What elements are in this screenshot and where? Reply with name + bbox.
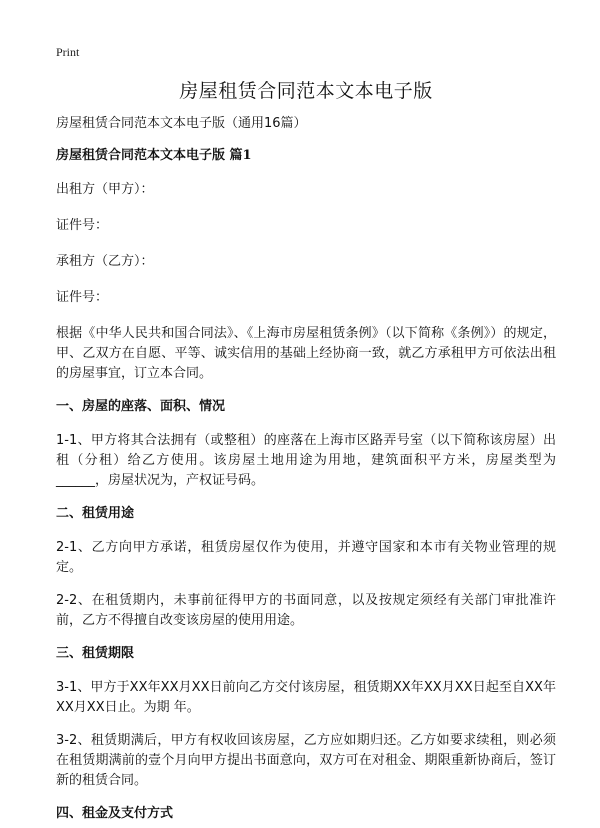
clause-paragraph: 1-1、甲方将其合法拥有（或整租）的座落在上海市区路弄号室（以下简称该房屋）出租（分租）给乙方使用。该房屋土地用途为用地，建筑面积平方米，房屋类型为______，房屋状况为，产权证号码。 bbox=[56, 433, 556, 488]
section-heading: 一、房屋的座落、面积、情况 bbox=[56, 399, 226, 414]
clause-paragraph: 3-1、甲方于XX年XX月XX日前向乙方交付该房屋，租赁期XX年XX月XX日起至自XX年XX月XX日止。为期 年。 bbox=[56, 680, 556, 715]
chapter-heading: 房屋租赁合同范本文本电子版 篇1 bbox=[56, 148, 252, 163]
section-heading: 四、租金及支付方式 bbox=[56, 806, 174, 821]
clause-paragraph: 2-2、在租赁期内，未事前征得甲方的书面同意，以及按规定须经有关部门审批准许前，乙方不得擅自改变该房屋的使用用途。 bbox=[56, 593, 556, 628]
print-label[interactable]: Print bbox=[56, 45, 80, 59]
clause-paragraph: 3-2、租赁期满后，甲方有权收回该房屋，乙方应如期归还。乙方如要求续租，则必须在租赁期满前的壹个月向甲方提出书面意向，双方可在对租金、期限重新协商后，签订新的租赁合同。 bbox=[56, 733, 556, 788]
section-heading: 三、租赁期限 bbox=[56, 646, 135, 661]
lessor-id-field: 证件号： bbox=[56, 218, 109, 233]
lessee-field: 承租方（乙方）： bbox=[56, 254, 154, 269]
lessor-field: 出租方（甲方）： bbox=[56, 182, 154, 197]
document-title: 房屋租赁合同范本文本电子版 bbox=[179, 80, 433, 102]
lessee-id-field: 证件号： bbox=[56, 290, 109, 305]
clause-paragraph: 2-1、乙方向甲方承诺，租赁房屋仅作为使用，并遵守国家和本市有关物业管理的规定。 bbox=[56, 540, 556, 575]
section-heading: 二、租赁用途 bbox=[56, 506, 135, 521]
document-subtitle: 房屋租赁合同范本文本电子版（通用16篇） bbox=[56, 116, 307, 131]
intro-paragraph: 根据《中华人民共和国合同法》、《上海市房屋租赁条例》（以下简称《条例》）的规定，甲、乙双方在自愿、平等、诚实信用的基础上经协商一致，就乙方承租甲方可依法出租的房屋事宜，订立本合同。 bbox=[56, 326, 556, 381]
